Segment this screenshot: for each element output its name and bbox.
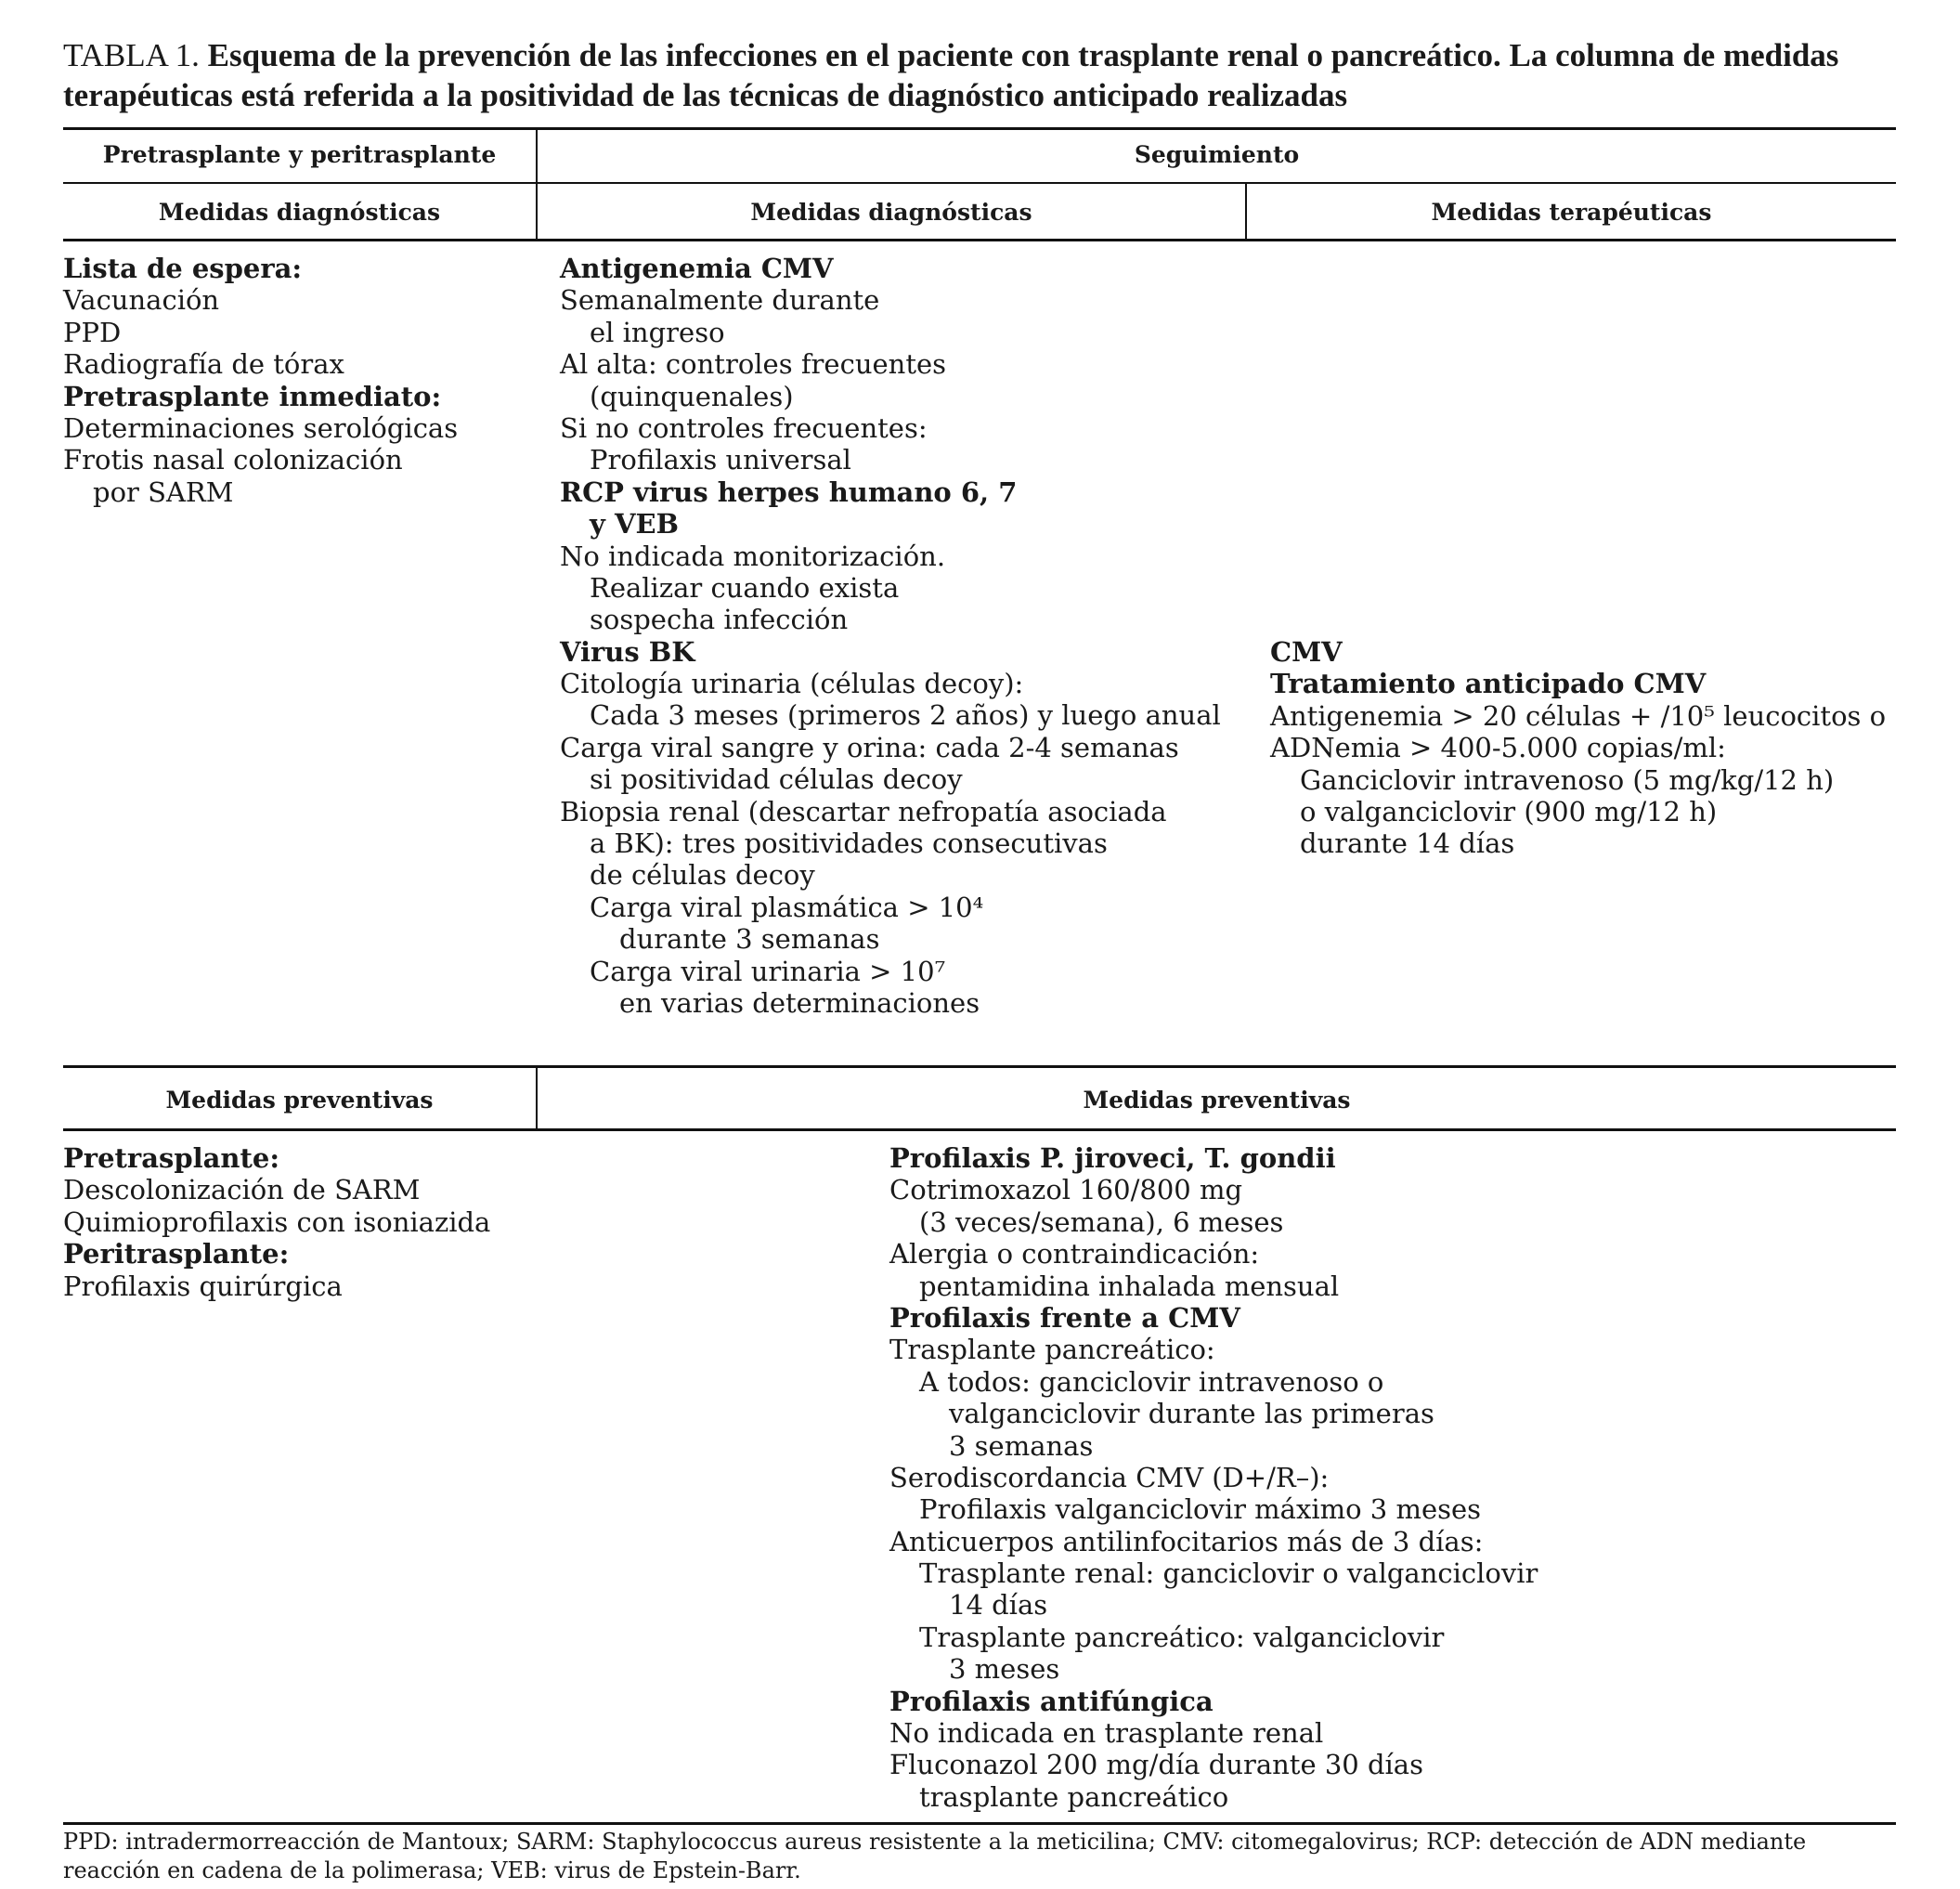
section-rule [63, 1065, 1896, 1068]
list-item: sospecha infección [590, 604, 849, 636]
list-item: A todos: ganciclovir intravenoso o [919, 1365, 1384, 1398]
list-item: Profilaxis frente a CMV [889, 1301, 1240, 1334]
list-item: 3 semanas [949, 1429, 1094, 1462]
header-bottom-rule [63, 239, 1896, 241]
list-item: Descolonización de SARM [63, 1174, 421, 1206]
list-item: Anticuerpos antilinfocitarios más de 3 días: [889, 1525, 1484, 1557]
col-preventivas-left [63, 1142, 490, 1302]
list-item: de células decoy [590, 859, 815, 892]
list-item: durante 14 días [1300, 827, 1515, 860]
list-item: Vacunación [63, 284, 220, 317]
list-item: Tratamiento anticipado CMV [1270, 668, 1707, 700]
list-item: Virus BK [560, 635, 695, 668]
list-item: Biopsia renal (descartar nefropatía asociada [560, 795, 1167, 827]
list-item: Profilaxis universal [590, 444, 851, 476]
header-divider [63, 182, 1896, 184]
footnote-rule [63, 1822, 1896, 1825]
list-item: Trasplante pancreático: [889, 1334, 1215, 1366]
list-item: Peritrasplante: [63, 1238, 290, 1270]
list-item: a BK): tres positividades consecutivas [590, 827, 1108, 860]
header-seguimiento: Seguimiento [1134, 141, 1300, 168]
header-prev-left: Medidas preventivas [165, 1087, 434, 1114]
list-item: ADNemia > 400-5.000 copias/ml: [1270, 732, 1726, 764]
list-item: valganciclovir durante las primeras [949, 1398, 1434, 1430]
col-preventivas-right [889, 1142, 1538, 1813]
list-item: No indicada monitorización. [560, 540, 946, 572]
list-item: en varias determinaciones [619, 986, 980, 1019]
list-item: o valganciclovir (900 mg/12 h) [1300, 795, 1718, 827]
list-item: Al alta: controles frecuentes [560, 348, 947, 381]
list-item: Cada 3 meses (primeros 2 años) y luego anual [590, 699, 1221, 732]
list-item: Frotis nasal colonización [63, 444, 403, 476]
list-item: Serodiscordancia CMV (D+/R–): [889, 1461, 1330, 1493]
table-title: Esquema de la prevención de las infecciones en el paciente con trasplante renal o pancreático. La columna de medidas terapéuticas está referida a la positividad de las técnicas de diagnóstico anticipado realizadas [63, 37, 1839, 113]
list-item: RCP virus herpes humano 6, 7 [560, 476, 1018, 508]
list-item: Antigenemia > 20 células + /10⁵ leucocitos o [1270, 699, 1887, 732]
list-item: 14 días [949, 1589, 1048, 1622]
list-item: Profilaxis quirúrgica [63, 1270, 343, 1302]
table-caption [63, 35, 1902, 115]
col-seguimiento-terap [1270, 636, 1886, 860]
table-label: TABLA 1. [63, 37, 200, 73]
list-item: trasplante pancreático [919, 1780, 1229, 1813]
list-item: No indicada en trasplante renal [889, 1717, 1324, 1750]
header-pretrasplante: Pretrasplante y peritrasplante [102, 141, 497, 168]
list-item: Radiografía de tórax [63, 348, 344, 381]
list-item: Carga viral sangre y orina: cada 2-4 semanas [560, 731, 1179, 763]
list-item: si positividad células decoy [590, 763, 963, 796]
list-item: Fluconazol 200 mg/día durante 30 días [889, 1749, 1423, 1781]
section-header-bottom-rule [63, 1128, 1896, 1131]
header-diag-left: Medidas diagnósticas [158, 199, 441, 226]
list-item: Pretrasplante inmediato: [63, 380, 442, 412]
col-seguimiento-diag [560, 253, 1221, 1019]
list-item: Alergia o contraindicación: [889, 1238, 1260, 1270]
list-item: pentamidina inhalada mensual [919, 1270, 1340, 1302]
list-item: 3 meses [949, 1653, 1060, 1686]
list-item: por SARM [93, 476, 234, 508]
list-item: (quinquenales) [590, 380, 794, 412]
list-item: Antigenemia CMV [560, 253, 834, 284]
list-item: CMV [1270, 636, 1343, 668]
list-item: Cotrimoxazol 160/800 mg [889, 1174, 1243, 1206]
header-terap: Medidas terapéuticas [1431, 199, 1712, 226]
list-item: el ingreso [590, 316, 725, 348]
list-item: Trasplante renal: ganciclovir o valganciclovir [919, 1557, 1538, 1590]
list-item: Pretrasplante: [63, 1142, 280, 1174]
list-item: Determinaciones serológicas [63, 411, 459, 444]
list-item: Profilaxis valganciclovir máximo 3 meses [919, 1493, 1482, 1526]
list-item: Profilaxis antifúngica [889, 1685, 1214, 1717]
list-item: PPD [63, 316, 122, 348]
list-item: Si no controles frecuentes: [560, 411, 928, 444]
header-diag-mid: Medidas diagnósticas [750, 199, 1032, 226]
footnote: PPD: intradermorreacción de Mantoux; SARM: Staphylococcus aureus resistente a la meticilina; CMV: citomegalovirus; RCP: detección de ADN mediante reacción en cadena de la polimerasa; VEB: virus de Epstein-Barr. [63, 1829, 1807, 1883]
list-item: Ganciclovir intravenoso (5 mg/kg/12 h) [1300, 763, 1835, 796]
list-item: Realizar cuando exista [590, 571, 900, 604]
list-item: (3 veces/semana), 6 meses [919, 1205, 1284, 1238]
list-item: durante 3 semanas [619, 923, 880, 956]
col-pretrasplante-diag [63, 253, 458, 508]
list-item: Trasplante pancreático: valganciclovir [919, 1621, 1445, 1653]
list-item: Lista de espera: [63, 253, 303, 284]
list-item: Citología urinaria (células decoy): [560, 668, 1024, 700]
list-item: y VEB [590, 508, 680, 541]
list-item: Carga viral plasmática > 10⁴ [590, 891, 984, 923]
header-prev-right: Medidas preventivas [1083, 1087, 1351, 1114]
list-item: Semanalmente durante [560, 284, 880, 317]
list-item: Carga viral urinaria > 10⁷ [590, 955, 946, 987]
list-item: Quimioprofilaxis con isoniazida [63, 1205, 491, 1238]
top-rule [63, 127, 1896, 130]
list-item: Profilaxis P. jiroveci, T. gondii [889, 1142, 1336, 1174]
